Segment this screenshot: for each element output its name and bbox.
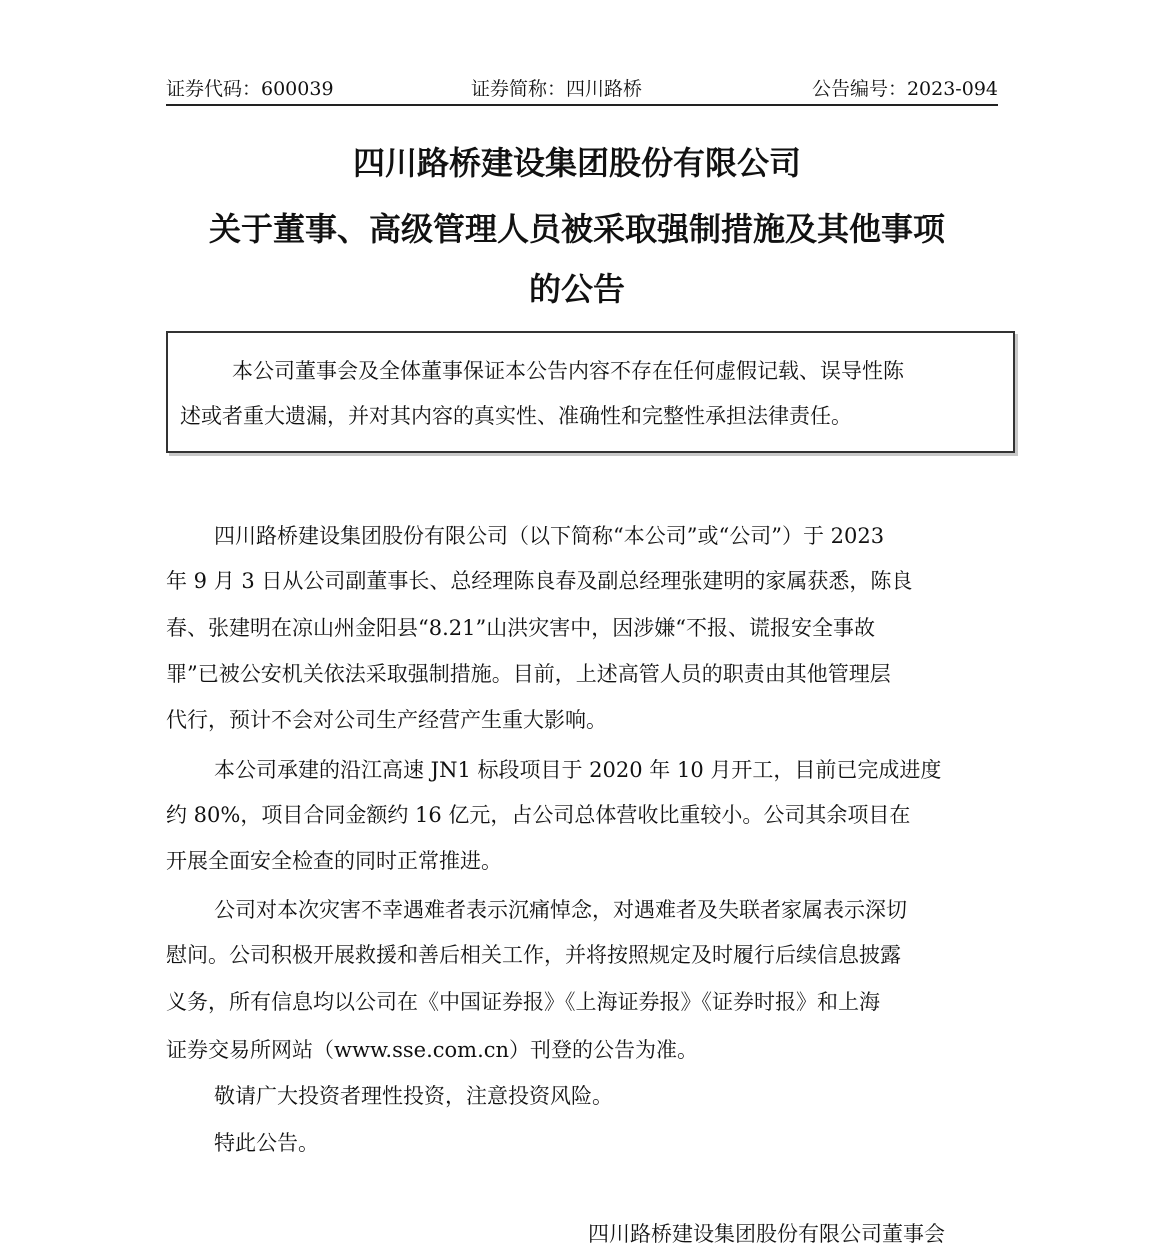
- disclaimer-box: [166, 331, 1015, 453]
- body-line: 本公司承建的沿江高速 JN1 标段项目于 2020 年 10 月开工，目前已完成进度: [214, 758, 942, 782]
- body-line: 特此公告。: [214, 1131, 319, 1155]
- disclaimer-line-2: 述或者重大遗漏，并对其内容的真实性、准确性和完整性承担法律责任。: [180, 404, 852, 428]
- body-line: 代行，预计不会对公司生产经营产生重大影响。: [166, 708, 607, 732]
- body-line: 开展全面安全检查的同时正常推进。: [166, 849, 502, 873]
- body-line: 公司对本次灾害不幸遇难者表示沉痛悼念，对遇难者及失联者家属表示深切: [214, 898, 907, 922]
- header-divider: [166, 104, 998, 106]
- body-line: 四川路桥建设集团股份有限公司（以下简称“本公司”或“公司”）于 2023: [214, 524, 885, 548]
- body-line: 义务，所有信息均以公司在《中国证券报》《上海证券报》《证券时报》和上海: [166, 990, 880, 1014]
- body-line: 春、张建明在凉山州金阳县“8.21”山洪灾害中，因涉嫌“不报、谎报安全事故: [166, 616, 875, 640]
- disclaimer-line-1: 本公司董事会及全体董事保证本公告内容不存在任何虚假记载、误导性陈: [232, 359, 904, 383]
- stock-abbreviation: 证券简称：四川路桥: [471, 78, 643, 100]
- title-line-1: 四川路桥建设集团股份有限公司: [352, 144, 801, 182]
- signature-board: 四川路桥建设集团股份有限公司董事会: [588, 1222, 945, 1246]
- body-line: 约 80%，项目合同金额约 16 亿元，占公司总体营收比重较小。公司其余项目在: [166, 803, 911, 827]
- stock-code: 证券代码：600039: [166, 78, 334, 100]
- document-header: [166, 74, 998, 104]
- body-line: 罪”已被公安机关依法采取强制措施。目前，上述高管人员的职责由其他管理层: [166, 662, 891, 686]
- announcement-number: 公告编号：2023-094: [811, 78, 998, 100]
- body-line: 证券交易所网站（www.sse.com.cn）刊登的公告为准。: [166, 1038, 699, 1062]
- body-line: 年 9 月 3 日从公司副董事长、总经理陈良春及副总经理张建明的家属获悉，陈良: [166, 569, 913, 593]
- title-line-3: 的公告: [528, 270, 625, 308]
- body-line: 敬请广大投资者理性投资，注意投资风险。: [214, 1084, 613, 1108]
- title-line-2: 关于董事、高级管理人员被采取强制措施及其他事项: [208, 210, 945, 248]
- body-line: 慰问。公司积极开展救援和善后相关工作，并将按照规定及时履行后续信息披露: [166, 943, 901, 967]
